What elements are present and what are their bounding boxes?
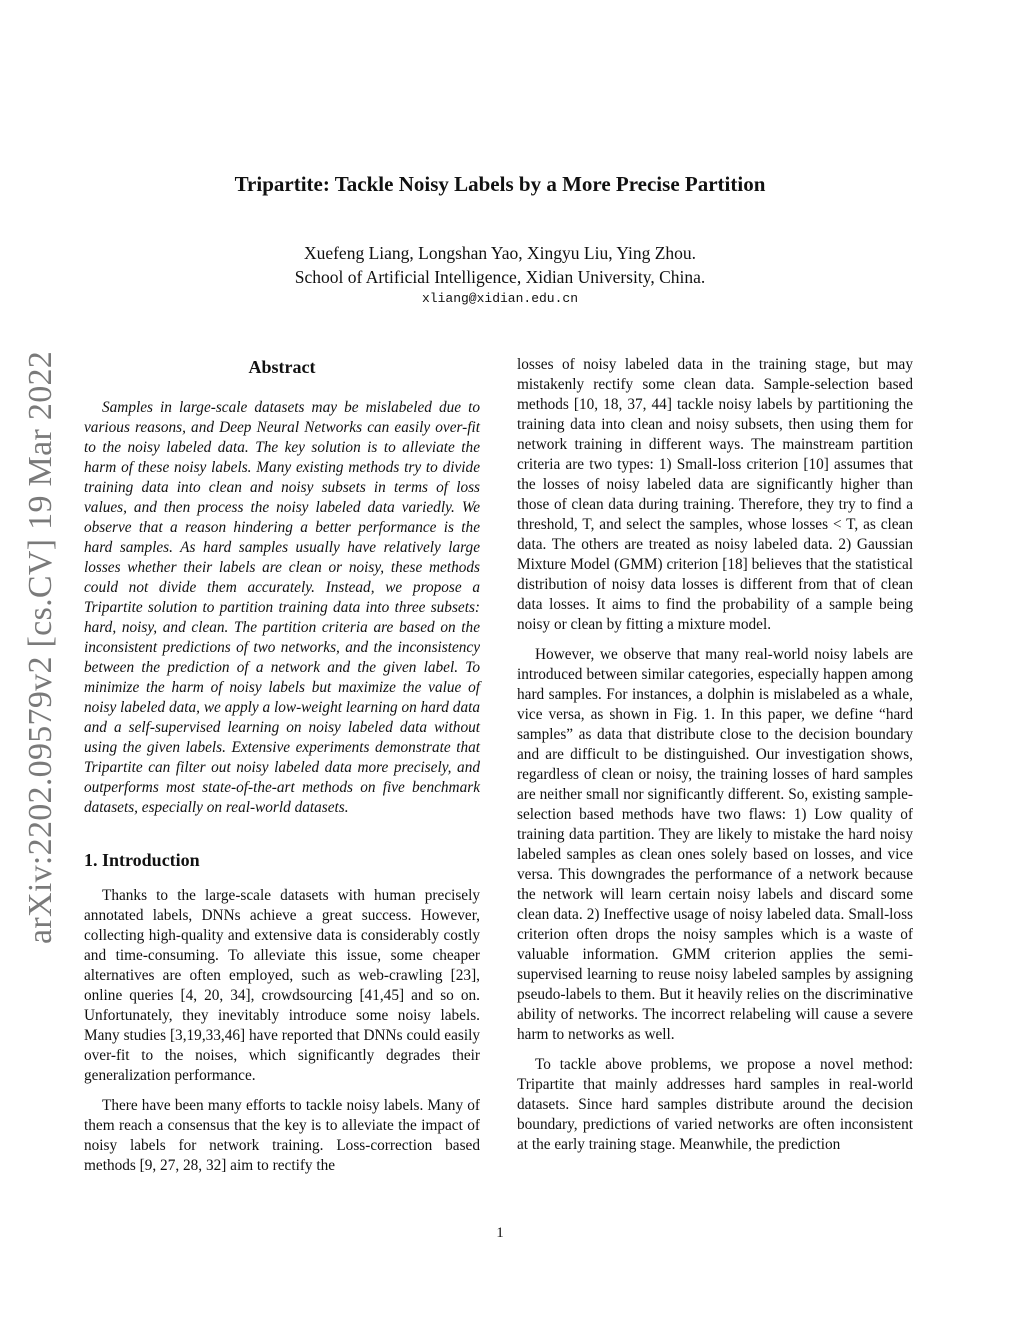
left-column (84, 355, 480, 1176)
abstract-heading: Abstract (248, 357, 316, 377)
right-column (517, 355, 913, 1155)
author-list: Xuefeng Liang, Longshan Yao, Xingyu Liu, Ying Zhou. (303, 243, 697, 263)
affiliation: School of Artificial Intelligence, Xidian University, China. (294, 267, 706, 287)
author-email: xliang@xidian.edu.cn (421, 291, 579, 306)
abstract-text: Samples in large-scale datasets may be mislabeled due to various reasons, and Deep Neural Networks can easily over-fit to the noisy labeled data. The key solution is to alleviate the harm of these noisy labels. Many existing methods try to divide training data into clean and noisy subsets in terms of loss values, and then process the noisy labeled data variedly. We observe that a reason hindering a better performance is the hard samples. As hard samples usually have relatively large losses whether their labels are clean or noisy, these methods could not divide them accurately. Instead, we propose a Tripartite solution to partition training data into three subsets: hard, noisy, and clean. The partition criteria are based on the inconsistent predictions of two networks, and the inconsistency between the prediction of a network and the given label. To minimize the harm of noisy labels but maximize the value of noisy labeled data, we apply a low-weight learning on hard data and a self-supervised learning on noisy labeled data without using the given labels. Extensive experiments demonstrate that Tripartite can filter out noisy labeled data more precisely, and outperforms most state-of-the-art methods on five benchmark datasets, especially on real-world datasets. (84, 399, 480, 816)
arxiv-identifier: arXiv:2202.09579v2 [cs.CV] 19 Mar 2022 (22, 350, 59, 944)
intro-paragraph-2: There have been many efforts to tackle noisy labels. Many of them reach a consensus that the key is to alleviate the impact of noisy labels for network training. Loss-correction based methods [9, 27, 28, 32] aim to rectify the (84, 1097, 480, 1174)
page-number: 1 (496, 1225, 504, 1241)
intro-paragraph-1: Thanks to the large-scale datasets with human precisely annotated labels, DNNs achieve a great success. However, collecting high-quality and extensive data is considerably costly and time-consuming. To alleviate this issue, some cheaper alternatives are often employed, such as web-crawling [23], online queries [4, 20, 34], crowdsourcing [41,45] and so on. Unfortunately, they inevitably introduce some noisy labels. Many studies [3,19,33,46] have reported that DNNs could easily over-fit to the noises, which significantly degrades their generalization performance. (84, 887, 480, 1084)
intro-paragraph-4: However, we observe that many real-world noisy labels are introduced between similar categories, especially happen among hard samples. For instances, a dolphin is mislabeled as a whale, vice versa, as shown in Fig. 1. In this paper, we define “hard samples” as data that distribute close to the decision boundary and are difficult to be distinguished. Our investigation shows, regardless of clean or noisy, the training losses of hard samples are neither small nor significantly different. So, existing sample-selection based methods have two flaws: 1) Low quality of training data partition. They are likely to mistake the hard noisy labeled samples as clean ones solely based on losses, and vice versa. This downgrades the performance of a network because the network will learn certain noisy labels and discard some clean data. 2) Ineffective usage of noisy labeled data. Small-loss criterion often drops the noisy samples which is a waste of valuable information. GMM criterion applies the semi-supervised learning to reuse noisy labeled samples by assigning pseudo-labels to them. But it heavily relies on the discriminative ability of networks. The incorrect relabeling will cause a severe harm to networks as well. (517, 646, 913, 1043)
intro-paragraph-3: losses of noisy labeled data in the training stage, but may mistakenly rectify some clean data. Sample-selection based methods [10, 18, 37, 44] tackle noisy labels by partitioning the training data into clean and noisy subsets, then using them for network training in different ways. The mainstream partition criteria are two types: 1) Small-loss criterion [10] assumes that the losses of noisy labeled data are significantly higher than those of clean data during training. Therefore, they try to find a threshold, T, and select the samples, whose losses < T, as clean data. The others are treated as noisy labeled data. 2) Gaussian Mixture Model (GMM) criterion [18] believes that the statistical distribution of noisy data losses is different from that of clean data losses. It aims to find the probability of a sample being noisy or clean by fitting a mixture model. (517, 356, 913, 633)
introduction-heading: 1. Introduction (84, 850, 200, 870)
intro-paragraph-5: To tackle above problems, we propose a novel method: Tripartite that mainly addresses hard samples in real-world datasets. Since hard samples distribute around the decision boundary, predictions of varied networks are often inconsistent at the early training stage. Meanwhile, the prediction (517, 1056, 913, 1153)
paper-title: Tripartite: Tackle Noisy Labels by a More Precise Partition (234, 172, 766, 196)
author-block (0, 241, 1000, 289)
